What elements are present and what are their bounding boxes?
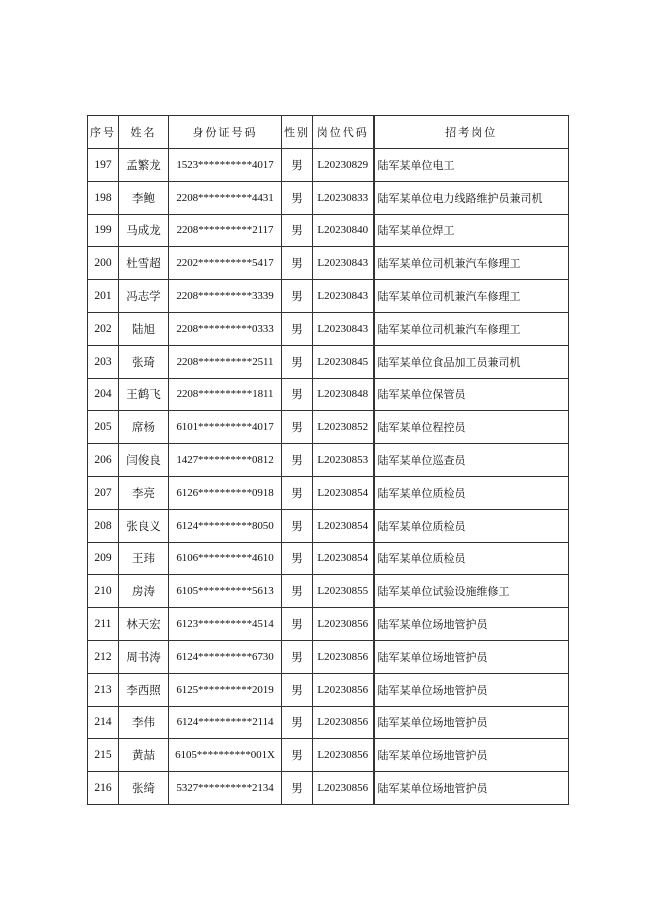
table-row — [88, 476, 569, 509]
cell-name: 王鹤飞 — [119, 378, 169, 411]
cell-post-code: L20230848 — [313, 378, 374, 411]
cell-no: 197 — [88, 149, 119, 182]
cell-post: 陆军某单位场地管护员 — [374, 772, 569, 805]
table-body — [88, 149, 569, 805]
cell-name: 李亮 — [119, 476, 169, 509]
cell-name: 孟繁龙 — [119, 149, 169, 182]
cell-name: 黄喆 — [119, 739, 169, 772]
cell-no: 216 — [88, 772, 119, 805]
cell-no: 198 — [88, 181, 119, 214]
cell-name: 冯志学 — [119, 280, 169, 313]
cell-gender: 男 — [282, 772, 313, 805]
cell-name: 马成龙 — [119, 214, 169, 247]
cell-gender: 男 — [282, 411, 313, 444]
cell-gender: 男 — [282, 345, 313, 378]
header-gender: 性别 — [282, 116, 313, 149]
table-row — [88, 575, 569, 608]
cell-gender: 男 — [282, 509, 313, 542]
cell-post-code: L20230856 — [313, 608, 374, 641]
cell-id-number: 6106**********4610 — [169, 542, 282, 575]
cell-post: 陆军某单位场地管护员 — [374, 640, 569, 673]
cell-id-number: 6105**********001X — [169, 739, 282, 772]
cell-post: 陆军某单位保管员 — [374, 378, 569, 411]
table-row — [88, 673, 569, 706]
cell-name: 李西照 — [119, 673, 169, 706]
header-row — [88, 116, 569, 149]
cell-name: 张良义 — [119, 509, 169, 542]
cell-id-number: 6124**********2114 — [169, 706, 282, 739]
cell-gender: 男 — [282, 476, 313, 509]
cell-no: 203 — [88, 345, 119, 378]
table-row — [88, 345, 569, 378]
header-name: 姓名 — [119, 116, 169, 149]
cell-gender: 男 — [282, 640, 313, 673]
cell-post-code: L20230856 — [313, 772, 374, 805]
table-row — [88, 149, 569, 182]
cell-post: 陆军某单位巡查员 — [374, 444, 569, 477]
table-row — [88, 542, 569, 575]
cell-no: 207 — [88, 476, 119, 509]
table-row — [88, 706, 569, 739]
cell-id-number: 6125**********2019 — [169, 673, 282, 706]
cell-gender: 男 — [282, 181, 313, 214]
cell-post-code: L20230843 — [313, 312, 374, 345]
cell-gender: 男 — [282, 149, 313, 182]
cell-no: 199 — [88, 214, 119, 247]
cell-gender: 男 — [282, 608, 313, 641]
table-row — [88, 640, 569, 673]
cell-no: 208 — [88, 509, 119, 542]
cell-post: 陆军某单位质检员 — [374, 542, 569, 575]
cell-id-number: 2208**********1811 — [169, 378, 282, 411]
cell-no: 212 — [88, 640, 119, 673]
cell-gender: 男 — [282, 575, 313, 608]
cell-post-code: L20230843 — [313, 247, 374, 280]
cell-id-number: 6124**********6730 — [169, 640, 282, 673]
cell-no: 213 — [88, 673, 119, 706]
cell-name: 李伟 — [119, 706, 169, 739]
cell-post-code: L20230856 — [313, 640, 374, 673]
cell-name: 周书涛 — [119, 640, 169, 673]
cell-gender: 男 — [282, 214, 313, 247]
cell-post-code: L20230843 — [313, 280, 374, 313]
cell-post: 陆军某单位司机兼汽车修理工 — [374, 312, 569, 345]
cell-post-code: L20230856 — [313, 706, 374, 739]
cell-post: 陆军某单位司机兼汽车修理工 — [374, 280, 569, 313]
table-row — [88, 214, 569, 247]
table-row — [88, 247, 569, 280]
cell-gender: 男 — [282, 444, 313, 477]
table-row — [88, 181, 569, 214]
cell-post: 陆军某单位场地管护员 — [374, 739, 569, 772]
cell-post-code: L20230856 — [313, 739, 374, 772]
cell-no: 215 — [88, 739, 119, 772]
cell-post-code: L20230853 — [313, 444, 374, 477]
cell-name: 王玮 — [119, 542, 169, 575]
table-row — [88, 312, 569, 345]
cell-post-code: L20230854 — [313, 476, 374, 509]
cell-post: 陆军某单位电力线路维护员兼司机 — [374, 181, 569, 214]
cell-post-code: L20230855 — [313, 575, 374, 608]
table-header — [88, 116, 569, 149]
cell-post: 陆军某单位试验设施维修工 — [374, 575, 569, 608]
cell-id-number: 5327**********2134 — [169, 772, 282, 805]
cell-name: 席杨 — [119, 411, 169, 444]
cell-id-number: 6123**********4514 — [169, 608, 282, 641]
cell-id-number: 2208**********4431 — [169, 181, 282, 214]
cell-no: 201 — [88, 280, 119, 313]
cell-post-code: L20230852 — [313, 411, 374, 444]
cell-name: 李鲍 — [119, 181, 169, 214]
cell-post: 陆军某单位司机兼汽车修理工 — [374, 247, 569, 280]
cell-gender: 男 — [282, 312, 313, 345]
cell-post-code: L20230829 — [313, 149, 374, 182]
cell-no: 200 — [88, 247, 119, 280]
table-row — [88, 378, 569, 411]
table-row — [88, 608, 569, 641]
cell-post: 陆军某单位质检员 — [374, 509, 569, 542]
cell-no: 202 — [88, 312, 119, 345]
cell-no: 206 — [88, 444, 119, 477]
cell-post-code: L20230856 — [313, 673, 374, 706]
cell-post-code: L20230854 — [313, 542, 374, 575]
header-post-code: 岗位代码 — [313, 116, 374, 149]
cell-no: 204 — [88, 378, 119, 411]
cell-post-code: L20230854 — [313, 509, 374, 542]
cell-no: 210 — [88, 575, 119, 608]
table-row — [88, 280, 569, 313]
cell-post-code: L20230833 — [313, 181, 374, 214]
cell-gender: 男 — [282, 739, 313, 772]
cell-gender: 男 — [282, 706, 313, 739]
cell-id-number: 2208**********3339 — [169, 280, 282, 313]
cell-id-number: 2202**********5417 — [169, 247, 282, 280]
cell-post-code: L20230845 — [313, 345, 374, 378]
cell-post: 陆军某单位场地管护员 — [374, 706, 569, 739]
cell-no: 214 — [88, 706, 119, 739]
cell-gender: 男 — [282, 542, 313, 575]
cell-gender: 男 — [282, 378, 313, 411]
table-row — [88, 739, 569, 772]
cell-id-number: 6105**********5613 — [169, 575, 282, 608]
cell-post-code: L20230840 — [313, 214, 374, 247]
table-row — [88, 411, 569, 444]
header-post: 招考岗位 — [374, 116, 569, 149]
cell-post: 陆军某单位程控员 — [374, 411, 569, 444]
cell-name: 房涛 — [119, 575, 169, 608]
cell-post: 陆军某单位食品加工员兼司机 — [374, 345, 569, 378]
cell-post: 陆军某单位场地管护员 — [374, 608, 569, 641]
cell-post: 陆军某单位焊工 — [374, 214, 569, 247]
cell-id-number: 6124**********8050 — [169, 509, 282, 542]
cell-name: 张绮 — [119, 772, 169, 805]
cell-gender: 男 — [282, 280, 313, 313]
table-row — [88, 509, 569, 542]
cell-no: 205 — [88, 411, 119, 444]
cell-name: 张琦 — [119, 345, 169, 378]
table-row — [88, 772, 569, 805]
cell-id-number: 6101**********4017 — [169, 411, 282, 444]
candidate-table — [87, 115, 569, 805]
cell-no: 209 — [88, 542, 119, 575]
cell-id-number: 1427**********0812 — [169, 444, 282, 477]
cell-id-number: 2208**********2117 — [169, 214, 282, 247]
cell-name: 陆旭 — [119, 312, 169, 345]
header-id-number: 身份证号码 — [169, 116, 282, 149]
cell-post: 陆军某单位电工 — [374, 149, 569, 182]
cell-id-number: 1523**********4017 — [169, 149, 282, 182]
cell-no: 211 — [88, 608, 119, 641]
header-no: 序号 — [88, 116, 119, 149]
cell-post: 陆军某单位质检员 — [374, 476, 569, 509]
cell-id-number: 2208**********0333 — [169, 312, 282, 345]
table-row — [88, 444, 569, 477]
cell-name: 杜雪超 — [119, 247, 169, 280]
cell-name: 林天宏 — [119, 608, 169, 641]
cell-name: 闫俊良 — [119, 444, 169, 477]
cell-gender: 男 — [282, 673, 313, 706]
cell-id-number: 6126**********0918 — [169, 476, 282, 509]
cell-id-number: 2208**********2511 — [169, 345, 282, 378]
cell-post: 陆军某单位场地管护员 — [374, 673, 569, 706]
cell-gender: 男 — [282, 247, 313, 280]
